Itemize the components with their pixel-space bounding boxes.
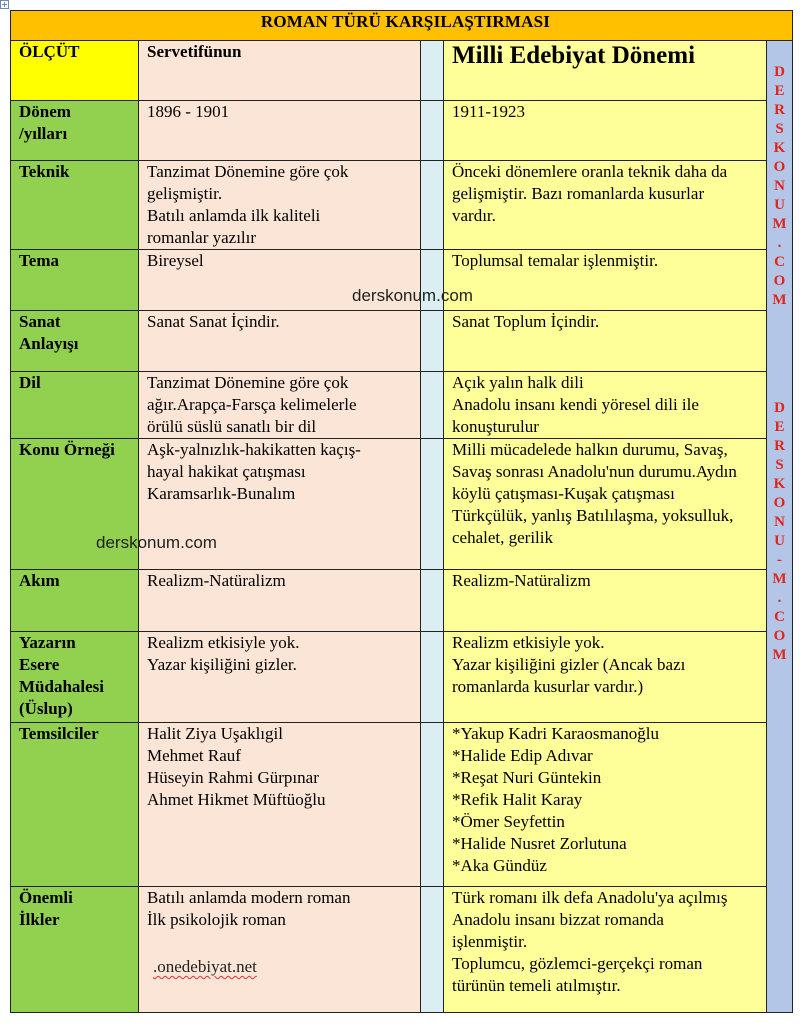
gap-cell [421,570,444,632]
criterion-cell: Tema [11,250,139,311]
milli-edebiyat-cell: 1911-1923 [444,101,767,161]
side-letter: K [773,140,786,156]
servetifunun-cell: Bireysel [139,250,421,311]
gap-cell [421,723,444,887]
page-title: ROMAN TÜRÜ KARŞILAŞTIRMASI [11,11,793,41]
milli-edebiyat-cell: *Yakup Kadri Karaosmanoğlu *Halide Edip Adıvar *Reşat Nuri Güntekin *Refik Halit Karay *Ömer Seyfettin *Halide Nusret Zorlutuna *Aka Gündüz [444,723,767,887]
criterion-header: ÖLÇÜT [11,41,139,101]
side-letter: D [774,64,785,80]
side-letter: - [777,552,782,568]
anchor-icon [0,0,9,9]
side-letter: N [774,514,785,530]
milli-edebiyat-cell: Realizm etkisiyle yok. Yazar kişiliğini gizler (Ancak bazı romanlarda kusurlar vardır.) [444,632,767,723]
servetifunun-header: Servetifünun [139,41,421,101]
side-letter: O [773,273,786,289]
side-letter: D [774,400,785,416]
gap-cell [421,41,444,101]
milli-edebiyat-cell: Realizm-Natüralizm [444,570,767,632]
gap-cell [421,101,444,161]
watermark-text: derskonum.com [96,533,217,552]
side-letter: . [777,235,782,251]
side-letter: K [773,476,786,492]
side-letter: N [774,178,785,194]
side-letter: S [775,457,784,473]
side-text-top [767,63,792,310]
side-watermark-column [767,41,793,1013]
milli-edebiyat-header: Milli Edebiyat Dönemi [444,41,767,101]
gap-cell [421,439,444,570]
servetifunun-cell: Aşk-yalnızlık-hakikatten kaçış- hayal hakikat çatışması Karamsarlık-Bunalım [139,439,421,570]
servetifunun-cell: Realizm-Natüralizm [139,570,421,632]
side-letter: C [774,609,785,625]
milli-edebiyat-cell: Açık yalın halk dili Anadolu insanı kendi yöresel dili ile konuşturulur [444,372,767,439]
side-letter: O [773,159,786,175]
milli-edebiyat-cell: Milli mücadelede halkın durumu, Savaş, Savaş sonrası Anadolu'nun durumu.Aydın köylü çatışması-Kuşak çatışması Türkçülük, yanlış Batılılaşma, yoksulluk, cehalet, gerilik [444,439,767,570]
side-letter: U [774,533,785,549]
side-letter: M [772,216,787,232]
criterion-cell: Dil [11,372,139,439]
side-letter: C [774,254,785,270]
criterion-cell: Yazarın Esere Müdahalesi (Üslup) [11,632,139,723]
side-letter: M [772,292,787,308]
watermark-text: .onedebiyat.net [153,957,257,976]
gap-cell [421,887,444,1013]
criterion-cell: Sanat Anlayışı [11,311,139,372]
side-letter: E [774,83,785,99]
side-letter: U [774,197,785,213]
milli-edebiyat-cell: Toplumsal temalar işlenmiştir. [444,250,767,311]
side-letter: M [772,647,787,663]
criterion-cell: Dönem /yılları [11,101,139,161]
side-letter: S [775,121,784,137]
servetifunun-cell: Tanzimat Dönemine göre çok gelişmiştir. Batılı anlamda ilk kaliteli romanlar yazılır [139,161,421,250]
servetifunun-cell: Tanzimat Dönemine göre çok ağır.Arapça-Farsça kelimelerle örülü süslü sanatlı bir dil [139,372,421,439]
watermark-text: derskonum.com [352,286,473,305]
criterion-cell: Konu Örneği [11,439,139,570]
side-letter: . [777,590,782,606]
criterion-cell: Teknik [11,161,139,250]
milli-edebiyat-cell: Önceki dönemlere oranla teknik daha da gelişmiştir. Bazı romanlarda kusurlar vardır. [444,161,767,250]
comparison-table [10,10,793,1013]
criterion-cell: Önemli İlkler [11,887,139,1013]
criterion-cell: Temsilciler [11,723,139,887]
gap-cell [421,161,444,250]
milli-edebiyat-cell: Sanat Toplum İçindir. [444,311,767,372]
side-letter: O [773,495,786,511]
side-letter: R [774,102,785,118]
side-letter: E [774,419,785,435]
gap-cell [421,311,444,372]
side-letter: O [773,628,786,644]
side-letter: R [774,438,785,454]
servetifunun-cell: Realizm etkisiyle yok. Yazar kişiliğini gizler. [139,632,421,723]
servetifunun-cell: 1896 - 1901 [139,101,421,161]
milli-edebiyat-cell: Türk romanı ilk defa Anadolu'ya açılmış Anadolu insanı bizzat romanda işlenmiştir. Toplumcu, gözlemci-gerçekçi roman türünün temeli atılmıştır. [444,887,767,1013]
gap-cell [421,372,444,439]
servetifunun-cell: Batılı anlamda modern roman İlk psikolojik roman [139,887,421,1013]
servetifunun-cell: Halit Ziya Uşaklıgil Mehmet Rauf Hüseyin Rahmi Gürpınar Ahmet Hikmet Müftüoğlu [139,723,421,887]
gap-cell [421,632,444,723]
servetifunun-cell: Sanat Sanat İçindir. [139,311,421,372]
side-text-bottom [767,399,792,665]
side-letter: M [772,571,787,587]
criterion-cell: Akım [11,570,139,632]
